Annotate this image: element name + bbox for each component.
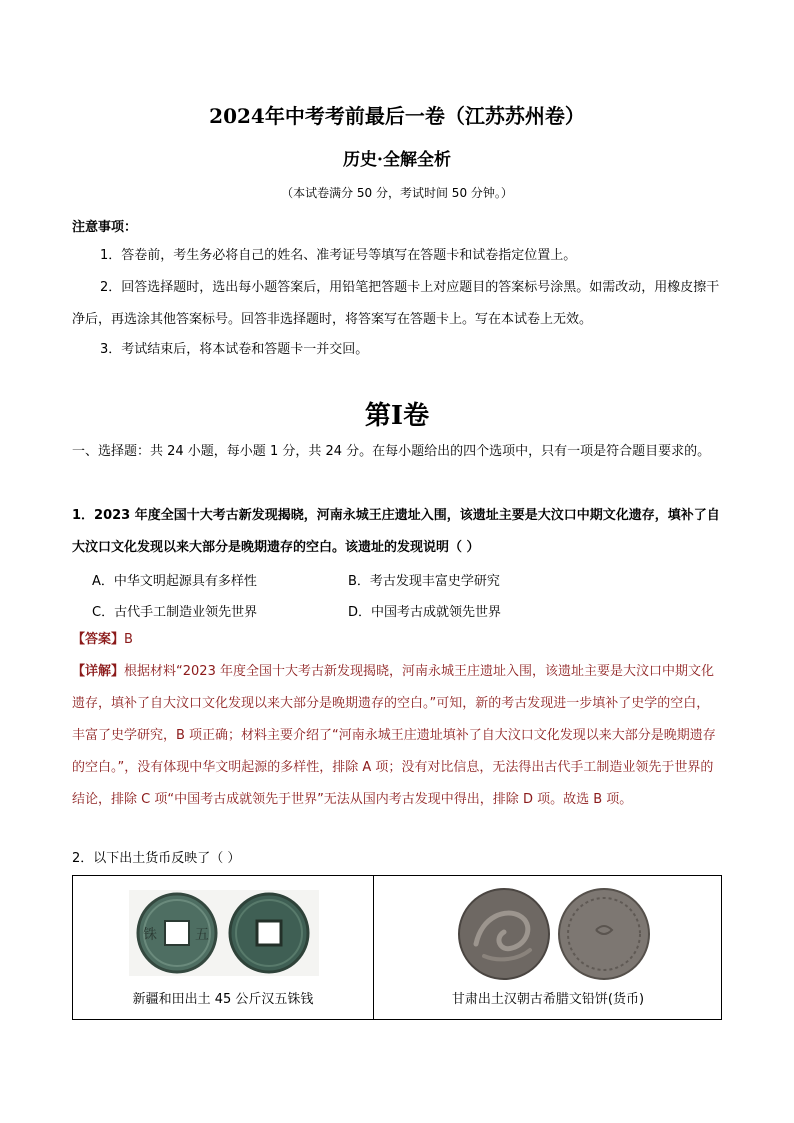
q1-option-d: D．中国考古成就领先世界 <box>348 605 502 620</box>
section-intro: 一、选择题：共 24 小题，每小题 1 分，共 24 分。在每小题给出的四个选项中，只有一项是符合题目要求的。 <box>72 444 711 459</box>
q1-answer <box>72 624 722 656</box>
q2-caption-2: 甘肃出土汉朝古希腊文铅饼(货币) <box>451 992 645 1007</box>
q2-image-table <box>72 875 722 1020</box>
detail-label: 【详解】 <box>72 664 125 679</box>
notice-item-2: 2．回答选择题时，选出每小题答案后，用铅笔把答题卡上对应题目的答案标号涂黑。如需改动，用橡皮擦干净后，再选涂其他答案标号。回答非选择题时，将答案写在答题卡上。写在本试卷上无效。 <box>72 280 720 327</box>
page-subtitle: 历史·全解全析 <box>343 150 451 170</box>
coin-char-right: 五 <box>195 927 209 943</box>
q1-detail <box>72 656 722 816</box>
notice-item-1: 1．答卷前，考生务必将自己的姓名、准考证号等填写在答题卡和试卷指定位置上。 <box>100 248 577 263</box>
lead-cake-coins-image <box>454 886 654 982</box>
q2-caption-1: 新疆和田出土 45 公斤汉五铢钱 <box>132 992 314 1007</box>
answer-label: 【答案】 <box>72 632 125 647</box>
notice-heading: 注意事项： <box>72 220 138 235</box>
question-2-stem: 2．以下出土货币反映了（ ） <box>72 851 241 866</box>
q1-option-c: C．古代手工制造业领先世界 <box>92 605 258 620</box>
question-1-stem: 1．2023 年度全国十大考古新发现揭晓，河南永城王庄遗址入围，该遗址主要是大汶口中期文化遗存，填补了自大汶口文化发现以来大部分是晚期遗存的空白。该遗址的发现说明（ ） <box>72 508 720 555</box>
q1-option-b: B．考古发现丰富史学研究 <box>348 574 500 589</box>
page-title: 2024年中考考前最后一卷（江苏苏州卷） <box>209 104 585 128</box>
q2-image-cell-2 <box>374 876 722 1019</box>
section-title: 第Ⅰ卷 <box>364 401 430 431</box>
wuzhu-coins-image <box>129 890 319 976</box>
notice-item-3: 3．考试结束后，将本试卷和答题卡一并交回。 <box>100 342 369 357</box>
detail-text: 根据材料“2023 年度全国十大考古新发现揭晓，河南永城王庄遗址入围，该遗址主要是大汶口中期文化遗存，填补了自大汶口文化发现以来大部分是晚期遗存的空白。”可知，新的考古发现进一步填补了史学的空白，丰富了史学研究，B 项正确；材料主要介绍了“河南永城王庄遗址填补了自大汶口文化发现以来大部分是晚期遗存的空白。”，没有体现中华文明起源的多样性，排除 A 项；没有对比信息，无法得出古代手工制造业领先于世界的结论，排除 C 项“中国考古成就领先于世界”无法从国内考古发现中得出，排除 D 项。故选 B 项。 <box>72 664 716 807</box>
answer-value: B <box>124 632 133 647</box>
exam-note: （本试卷满分 50 分，考试时间 50 分钟。） <box>281 186 513 200</box>
q2-image-cell-1 <box>73 876 373 1019</box>
coin-char-left: 铢 <box>143 927 157 943</box>
q1-option-a: A．中华文明起源具有多样性 <box>92 574 257 589</box>
